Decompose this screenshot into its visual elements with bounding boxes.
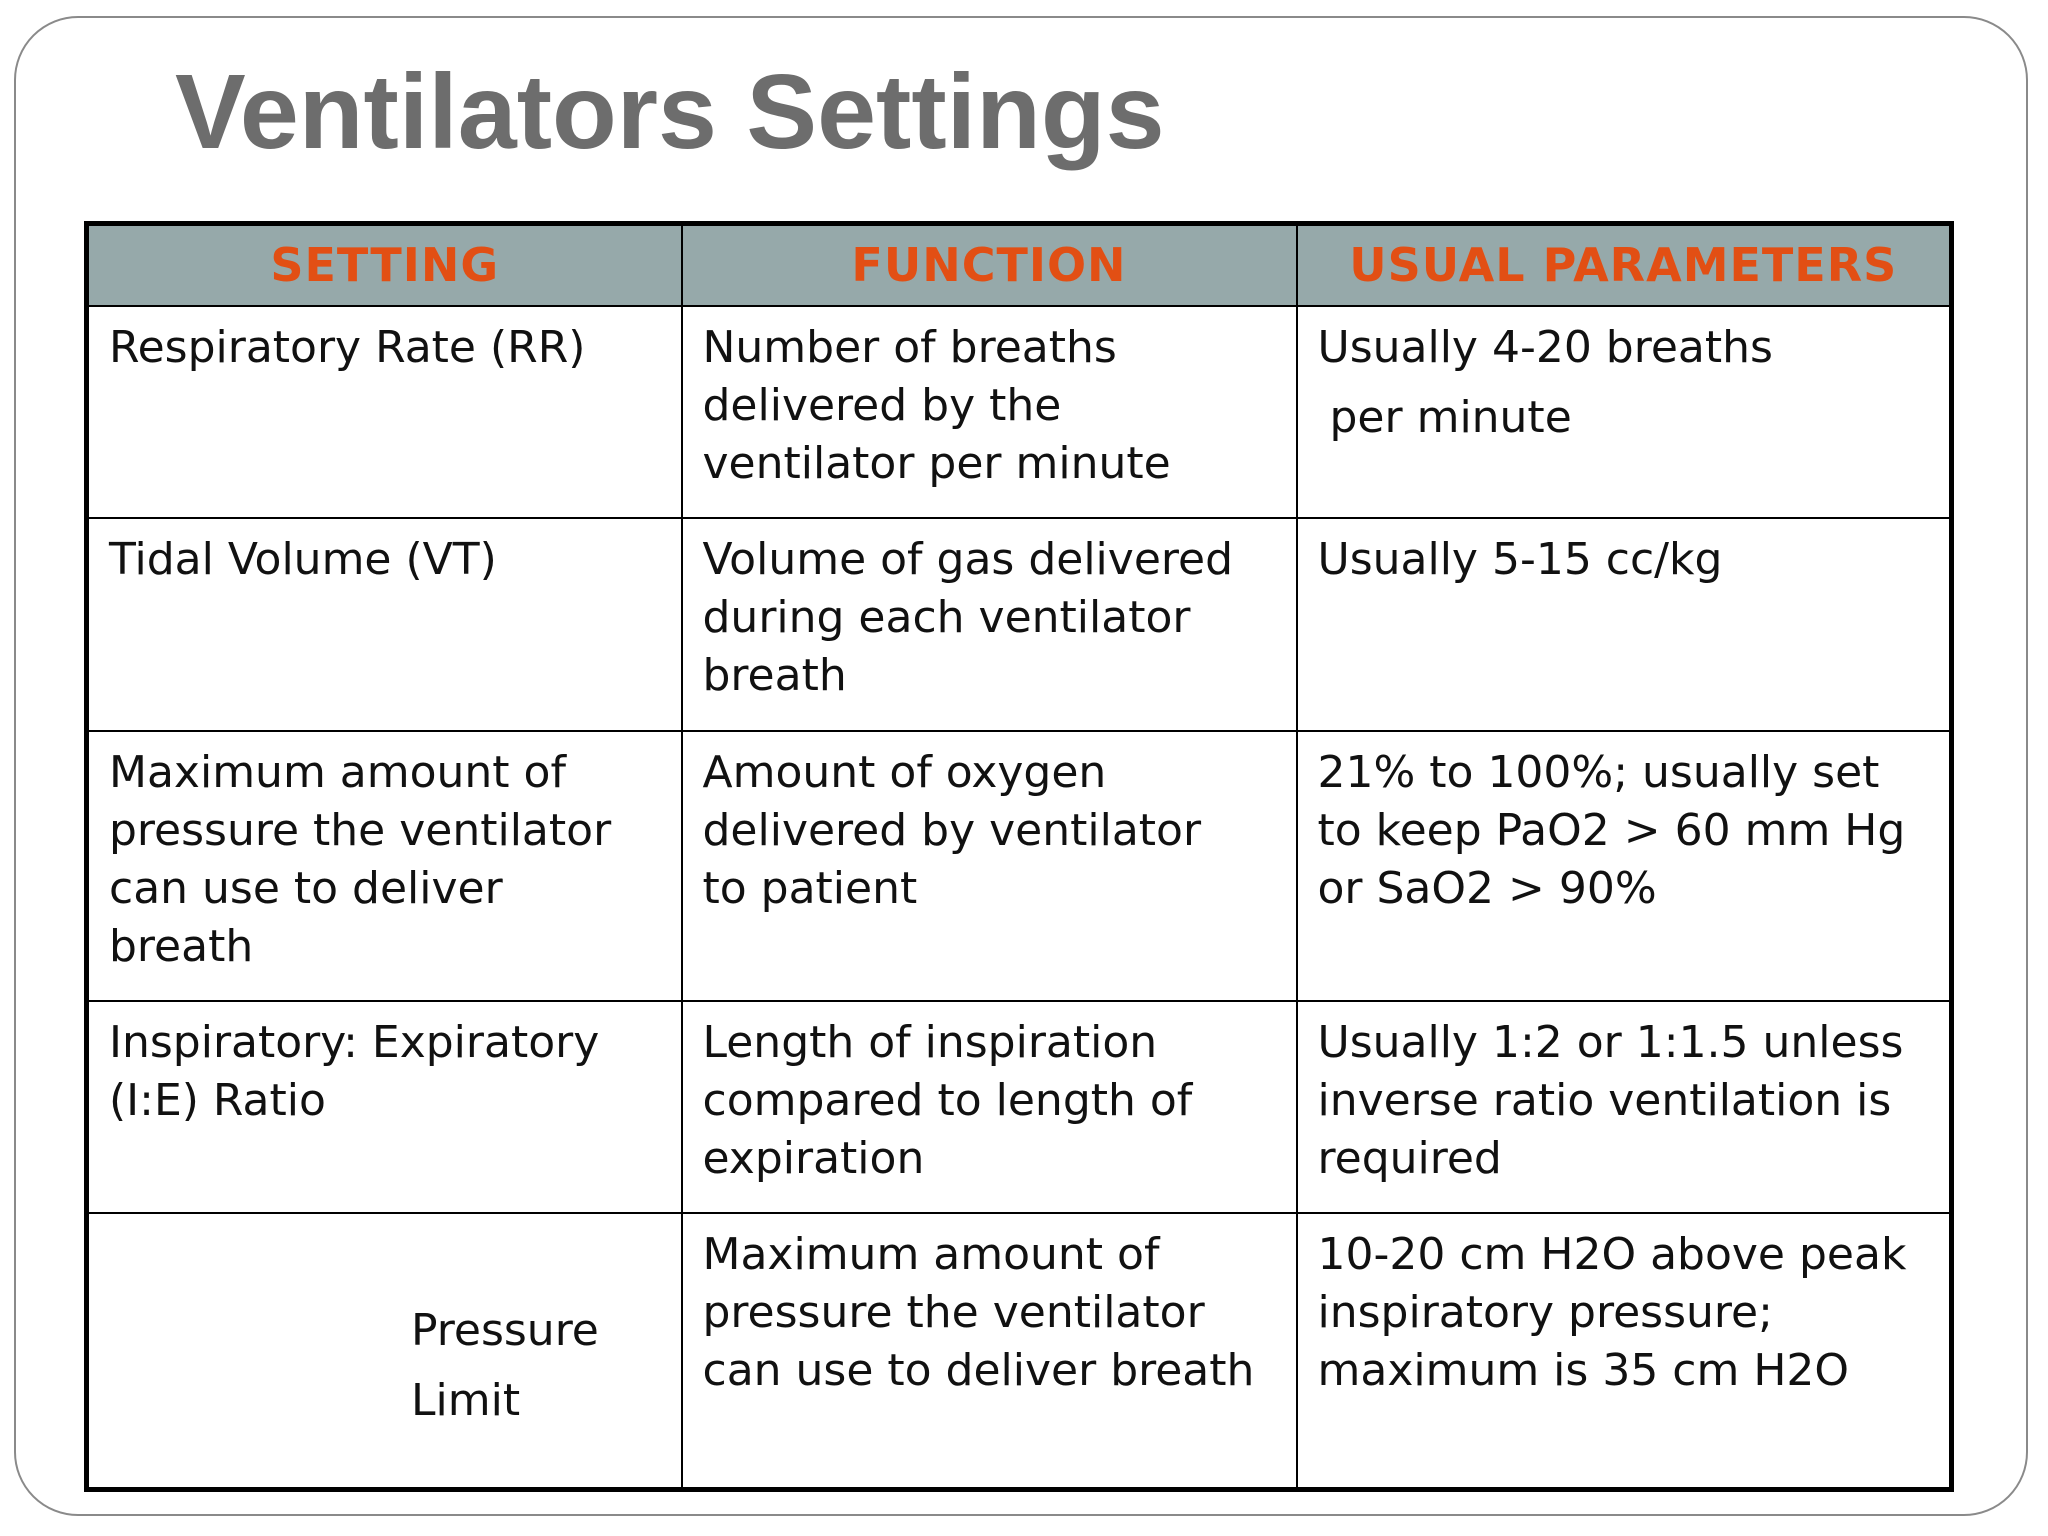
cell-line: Length of inspiration	[702, 1016, 1158, 1068]
function-cell	[682, 518, 1297, 731]
table-row	[87, 306, 1952, 518]
parameters-cell	[1297, 1213, 1952, 1490]
setting-cell	[87, 306, 682, 518]
cell-line: expiration	[702, 1132, 925, 1184]
slide-title: Ventilators Settings	[175, 53, 1165, 171]
cell-line: 21% to 100%; usually set	[1317, 746, 1880, 798]
cell-line: Usually 4-20 breaths	[1317, 321, 1773, 373]
header-usual-parameters: USUAL PARAMETERS	[1297, 224, 1952, 306]
cell-line: maximum is 35 cm H2O	[1317, 1344, 1850, 1396]
ventilator-settings-table	[84, 221, 1954, 1492]
cell-line: (I:E) Ratio	[109, 1074, 326, 1126]
setting-cell	[87, 518, 682, 731]
function-cell	[682, 306, 1297, 518]
cell-line: to keep PaO2 > 60 mm Hg	[1317, 804, 1906, 856]
parameters-cell	[1297, 306, 1952, 518]
table-row	[87, 731, 1952, 1001]
table-row	[87, 1213, 1952, 1490]
cell-line: Inspiratory: Expiratory	[109, 1016, 600, 1068]
setting-cell	[87, 731, 682, 1001]
table-row	[87, 518, 1952, 731]
parameters-cell	[1297, 731, 1952, 1001]
parameters-cell	[1297, 1001, 1952, 1213]
cell-line: pressure the ventilator	[702, 1286, 1205, 1338]
cell-line: compared to length of	[702, 1074, 1193, 1126]
cell-line: or SaO2 > 90%	[1317, 862, 1657, 914]
cell-line: to patient	[702, 862, 918, 914]
cell-line: during each ventilator	[702, 591, 1191, 643]
cell-line: Maximum amount of	[702, 1228, 1160, 1280]
setting-cell	[87, 1001, 682, 1213]
cell-line: inverse ratio ventilation is	[1317, 1074, 1892, 1126]
header-setting: SETTING	[87, 224, 682, 306]
cell-line: breath	[702, 649, 847, 701]
cell-line: Respiratory Rate (RR)	[109, 321, 586, 373]
function-cell	[682, 1213, 1297, 1490]
parameters-cell	[1297, 518, 1952, 731]
cell-line: Tidal Volume (VT)	[109, 533, 497, 585]
cell-line: required	[1317, 1132, 1502, 1184]
table-header-row	[87, 224, 1952, 306]
cell-line: ventilator per minute	[702, 437, 1171, 489]
function-cell	[682, 731, 1297, 1001]
cell-line: delivered by the	[702, 379, 1062, 431]
cell-line: can use to deliver breath	[702, 1344, 1255, 1396]
cell-line: pressure the ventilator	[109, 804, 612, 856]
cell-line: delivered by ventilator	[702, 804, 1202, 856]
cell-line: Amount of oxygen	[702, 746, 1107, 798]
cell-line: Usually 1:2 or 1:1.5 unless	[1317, 1016, 1904, 1068]
cell-line: Usually 5-15 cc/kg	[1317, 533, 1723, 585]
cell-line: can use to deliver	[109, 862, 503, 914]
cell-line: Volume of gas delivered	[702, 533, 1234, 585]
cell-line: Pressure	[411, 1304, 599, 1356]
cell-line: per minute	[1329, 391, 1572, 443]
header-function: FUNCTION	[682, 224, 1297, 306]
cell-line: breath	[109, 920, 254, 972]
function-cell	[682, 1001, 1297, 1213]
cell-line: 10-20 cm H2O above peak	[1317, 1228, 1907, 1280]
cell-line: Limit	[411, 1374, 521, 1426]
cell-line: Number of breaths	[702, 321, 1117, 373]
setting-cell	[87, 1213, 682, 1490]
cell-line: Maximum amount of	[109, 746, 566, 798]
table-row	[87, 1001, 1952, 1213]
cell-line: inspiratory pressure;	[1317, 1286, 1773, 1338]
